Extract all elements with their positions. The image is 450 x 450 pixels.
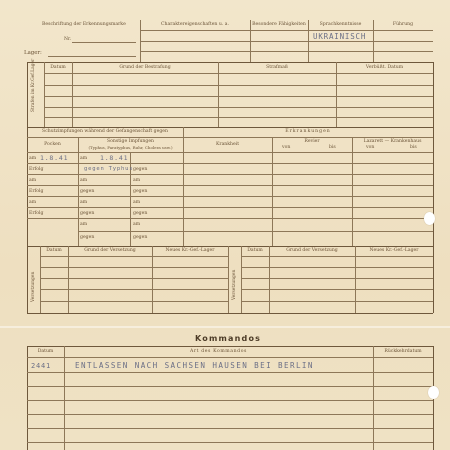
erkennungsmarke-label: Beschriftung der Erkennungsmarke	[42, 22, 126, 27]
strafen-grund-header: Grund der Bestrafung	[119, 65, 171, 70]
sonst-gegen-2: gegen	[80, 189, 95, 194]
sonstige-date: 1.8.41	[100, 154, 129, 162]
sonst-gegen-1: gegen	[133, 167, 148, 172]
sonst-am-1: am	[80, 156, 88, 161]
krankheit-header: Krankheit	[215, 142, 240, 147]
kommandos-datum-header: Datum	[37, 349, 54, 354]
sonst-am-4b: am	[133, 222, 141, 227]
sprache-value: UKRAINISCH	[313, 32, 367, 41]
sonst-gegen-3b: gegen	[133, 211, 148, 216]
fuehrung-label: Führung	[392, 22, 414, 27]
vers-lager-right: Neues Kr.-Gef.-Lager	[369, 248, 419, 253]
lager-line	[48, 56, 136, 57]
kommandos-rueckkehr-header: Rückkehrdatum	[384, 349, 422, 354]
vers-grund-left: Grund der Versetzung	[84, 248, 136, 253]
vers-datum-left: Datum	[46, 248, 62, 253]
nr-line	[72, 42, 136, 43]
sonst-gegen-3: gegen	[80, 211, 95, 216]
lazarett-header: Lazarett — Krankenhaus	[363, 139, 422, 144]
sonst-am-4: am	[80, 222, 88, 227]
revier-von: von	[282, 145, 291, 150]
sonst-gegen-2b: gegen	[133, 189, 148, 194]
sonstige-vs: gegen Typhus	[84, 166, 134, 172]
nr-label: Nr.	[64, 37, 72, 42]
vers-lager-left: Neues Kr.-Gef.-Lager	[165, 248, 215, 253]
pocken-header: Pocken	[44, 142, 61, 147]
sonst-am-3: am	[80, 200, 88, 205]
lazarett-bis: bis	[410, 145, 417, 150]
impf-row-label-2: Erfolg	[29, 167, 44, 172]
fold-crease	[0, 326, 450, 328]
impf-row-label-3: am	[29, 178, 37, 183]
impf-row-label-5: am	[29, 200, 37, 205]
sonst-gegen-4b: gegen	[133, 235, 148, 240]
lager-label: Lager:	[24, 50, 42, 56]
vers-datum-right: Datum	[247, 248, 263, 253]
strafen-verbuesst-header: Verbüßt. Datum	[365, 65, 404, 70]
sonst-gegen-4: gegen	[80, 235, 95, 240]
kommandos-title: Kommandos	[195, 334, 262, 343]
erkrankungen-header: Erkrankungen	[285, 129, 331, 134]
sonstige-header: Sonstige Impfungen	[106, 139, 154, 144]
strafen-datum-header: Datum	[50, 65, 66, 70]
impf-row-label-1: am	[29, 156, 37, 161]
kommando-entry-date: 2441	[31, 362, 52, 370]
sonst-am-2b: am	[133, 178, 141, 183]
punch-hole-upper	[424, 212, 435, 225]
versetzungen-side-label-right: Versetzungen	[232, 269, 237, 300]
kommandos-art-header: Art des Kommandos	[189, 349, 248, 354]
punch-hole-lower	[428, 386, 439, 399]
kommando-entry-text: ENTLASSEN NACH SACHSEN HAUSEN BEI BERLIN	[75, 361, 314, 370]
impfungen-header: Schutzimpfungen während der Gefangenschaft gegen	[42, 129, 168, 134]
pocken-date: 1.8.41	[40, 154, 69, 162]
versetzungen-side-label-left: Versetzungen	[31, 271, 36, 302]
strafen-strafmass-header: Strafmaß	[266, 65, 288, 70]
revier-bis: bis	[329, 145, 336, 150]
lazarett-von: von	[366, 145, 375, 150]
charakter-label: Charaktereigenschaften u. a.	[161, 22, 229, 27]
strafen-side-label: Strafen im Kr.Gef.Lager	[31, 58, 36, 112]
sonst-am-2: am	[80, 178, 88, 183]
impf-row-label-4: Erfolg	[29, 189, 44, 194]
faehigkeiten-label: Besondere Fähigkeiten	[252, 22, 306, 27]
revier-header: Revier	[304, 139, 320, 144]
sonst-am-3b: am	[133, 200, 141, 205]
impf-row-label-6: Erfolg	[29, 211, 44, 216]
vers-grund-right: Grund der Versetzung	[286, 248, 338, 253]
sonstige-subheader: (Typhus, Paratyphus, Ruhr, Cholera usw.)	[88, 145, 173, 150]
sprachkenntnisse-label: Sprachkenntnisse	[319, 22, 362, 27]
